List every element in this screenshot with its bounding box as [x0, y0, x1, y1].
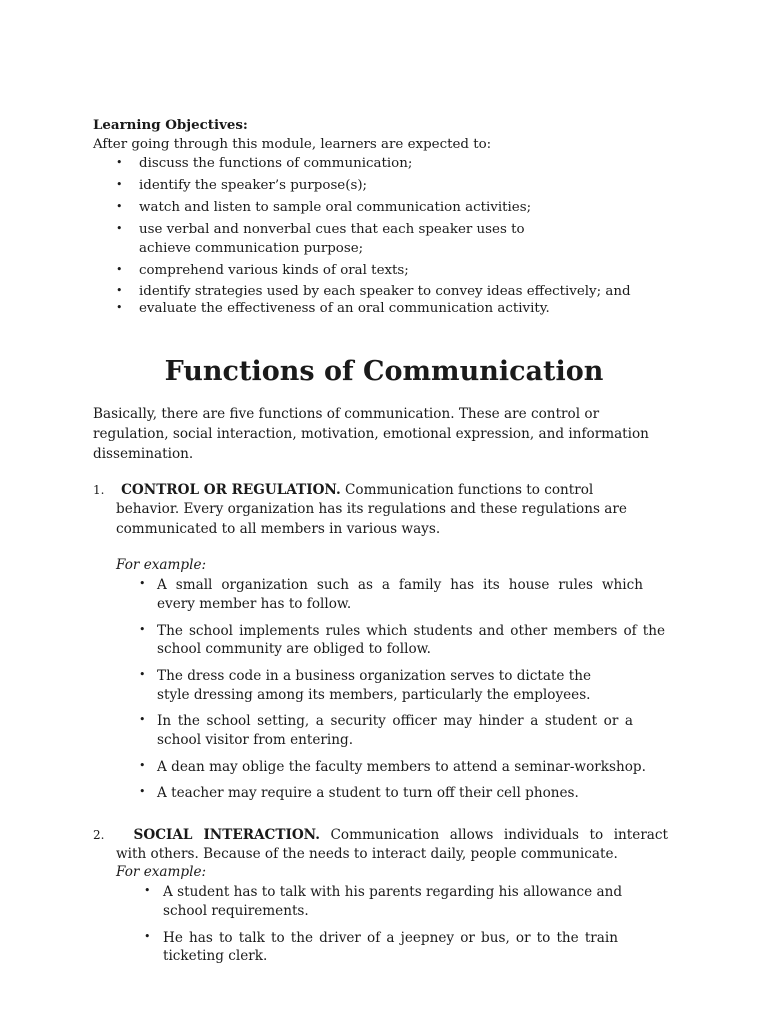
objective-item: evaluate the effectiveness of an oral communication activity.: [139, 301, 550, 316]
objective-item-continued: achieve communication purpose;: [139, 241, 364, 256]
function-text-line: with others. Because of the needs to interact daily, people communicate.: [116, 846, 618, 862]
example-label: For example:: [116, 864, 207, 880]
example-item-continued: ticketing clerk.: [163, 948, 268, 964]
example-item-continued: school requirements.: [163, 903, 309, 919]
example-label: For example:: [116, 557, 207, 573]
bullet-glyph: •: [116, 200, 123, 213]
example-item: The dress code in a business organization serves to dictate the: [157, 668, 592, 684]
bullet-glyph: •: [116, 156, 123, 169]
bullet-glyph: •: [139, 577, 146, 590]
bullet-glyph: •: [139, 785, 146, 798]
bullet-glyph: •: [139, 759, 146, 772]
bullet-glyph: •: [139, 713, 146, 726]
objective-item: identify strategies used by each speaker to convey ideas effectively; and: [139, 284, 631, 299]
function-number: 1.: [93, 483, 105, 497]
example-item-continued: style dressing among its members, particularly the employees.: [157, 687, 591, 703]
function-lead: Communication functions to control: [345, 482, 594, 498]
objective-item: comprehend various kinds of oral texts;: [139, 263, 409, 278]
example-item: He has to talk to the driver of a jeepney or bus, or to the train: [163, 930, 618, 946]
objective-item: use verbal and nonverbal cues that each speaker uses to: [139, 222, 525, 237]
objectives-title: Learning Objectives:: [93, 117, 248, 133]
example-item-continued: every member has to follow.: [157, 596, 352, 612]
function-number: 2.: [93, 828, 105, 842]
example-item: A student has to talk with his parents regarding his allowance and: [163, 884, 623, 900]
objective-item: watch and listen to sample oral communication activities;: [139, 200, 532, 215]
example-item: In the school setting, a security officer may hinder a student or a: [157, 713, 633, 729]
function-text-line: behavior. Every organization has its regulations and these regulations are: [116, 501, 627, 517]
bullet-glyph: •: [144, 930, 151, 943]
function-heading: CONTROL OR REGULATION.: [121, 482, 341, 498]
example-item: The school implements rules which students and other members of the: [157, 623, 665, 639]
example-item: A dean may oblige the faculty members to attend a seminar-workshop.: [157, 759, 646, 775]
section-intro-line: dissemination.: [93, 446, 194, 462]
section-intro-line: regulation, social interaction, motivation, emotional expression, and information: [93, 426, 649, 442]
function-text-line: communicated to all members in various ways.: [116, 521, 441, 537]
function-heading-line: [93, 480, 593, 500]
objectives-intro: After going through this module, learners are expected to:: [93, 137, 492, 152]
bullet-glyph: •: [116, 263, 123, 276]
example-item: A teacher may require a student to turn off their cell phones.: [157, 785, 579, 801]
bullet-glyph: •: [144, 884, 151, 897]
bullet-glyph: •: [139, 668, 146, 681]
example-item-continued: school community are obliged to follow.: [157, 641, 432, 657]
section-intro-line: Basically, there are five functions of communication. These are control or: [93, 406, 600, 422]
function-heading-line: [93, 825, 668, 845]
bullet-glyph: •: [116, 178, 123, 191]
bullet-glyph: •: [116, 284, 123, 297]
bullet-glyph: •: [139, 623, 146, 636]
function-lead: Communication allows individuals to interact: [330, 827, 668, 843]
example-item: A small organization such as a family has its house rules which: [157, 577, 643, 593]
example-item-continued: school visitor from entering.: [157, 732, 354, 748]
section-title: Functions of Communication: [164, 356, 604, 387]
bullet-glyph: •: [116, 301, 123, 314]
function-heading: SOCIAL INTERACTION.: [133, 827, 320, 843]
bullet-glyph: •: [116, 222, 123, 235]
objective-item: discuss the functions of communication;: [139, 156, 413, 171]
objective-item: identify the speaker’s purpose(s);: [139, 178, 368, 193]
